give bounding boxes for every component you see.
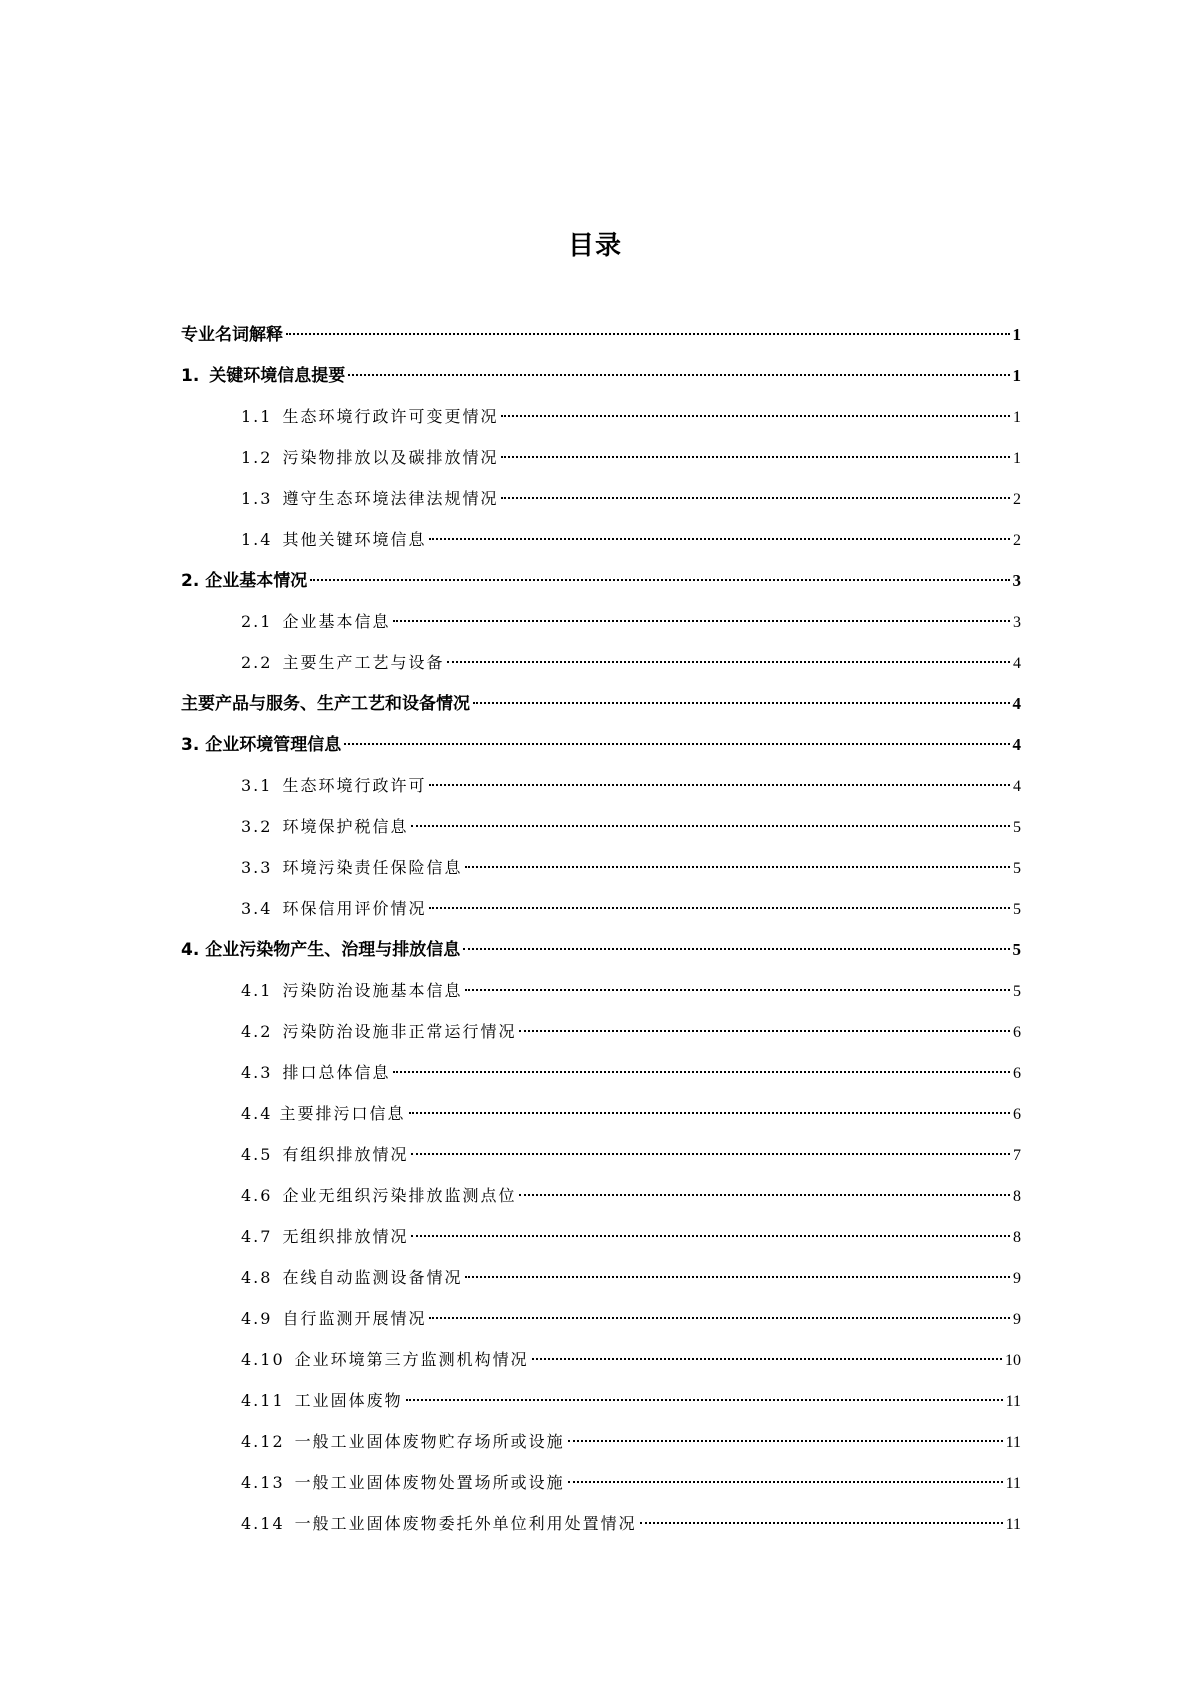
toc-entry[interactable] — [181, 888, 1021, 929]
toc-entry-label — [241, 1257, 462, 1298]
toc-entry-label — [241, 1380, 403, 1421]
toc-entry-page-number: 6 — [1013, 1106, 1021, 1123]
dot-leader — [473, 702, 1010, 704]
toc-entry-number: 4.11 — [241, 1391, 285, 1410]
toc-entry[interactable] — [181, 1134, 1021, 1175]
toc-entry-label — [241, 519, 426, 560]
toc-entry-page-number: 3 — [1012, 571, 1021, 590]
toc-entry[interactable] — [181, 396, 1021, 437]
toc-entry-text: 企业基本信息 — [282, 612, 391, 631]
toc-entry-page-number: 5 — [1013, 860, 1021, 877]
toc-entry-text: 自行监测开展情况 — [282, 1309, 427, 1328]
toc-entry-label — [241, 478, 498, 519]
toc-entry-text: 企业环境第三方监测机构情况 — [294, 1350, 529, 1369]
toc-entry-label — [241, 765, 426, 806]
toc-entry[interactable] — [181, 1011, 1021, 1052]
page-title: 目录 — [567, 231, 622, 261]
dot-leader — [409, 1112, 1010, 1114]
toc-entry-number: 4.9 — [241, 1309, 273, 1328]
toc-entry-label — [241, 847, 462, 888]
toc-entry[interactable] — [181, 1503, 1021, 1544]
dot-leader — [465, 866, 1010, 868]
dot-leader — [411, 1235, 1010, 1237]
toc-entry-text: 4. 企业污染物产生、治理与排放信息 — [181, 940, 461, 960]
toc-entry-page-number: 5 — [1012, 940, 1021, 959]
toc-entry-page-number: 4 — [1012, 735, 1021, 754]
toc-entry[interactable] — [181, 314, 1021, 355]
toc-entry-text: 排口总体信息 — [282, 1063, 391, 1082]
toc-entry-label — [241, 1503, 637, 1544]
dot-leader — [344, 743, 1009, 745]
dot-leader — [519, 1194, 1010, 1196]
toc-entry-page-number: 4 — [1013, 655, 1021, 672]
toc-entry-label — [241, 437, 498, 478]
toc-entry-text: 主要产品与服务、生产工艺和设备情况 — [181, 694, 470, 714]
toc-entry[interactable] — [181, 560, 1021, 601]
toc-entry-text: 有组织排放情况 — [282, 1145, 409, 1164]
toc-entry-number: 4.3 — [241, 1063, 273, 1082]
toc-entry-page-number: 3 — [1013, 614, 1021, 631]
toc-entry[interactable] — [181, 1421, 1021, 1462]
toc-entry-number: 4.2 — [241, 1022, 273, 1041]
toc-entry-label — [181, 561, 307, 602]
toc-entry[interactable] — [181, 601, 1021, 642]
toc-entry-page-number: 8 — [1013, 1229, 1021, 1246]
dot-leader — [429, 784, 1010, 786]
toc-entry[interactable] — [181, 437, 1021, 478]
toc-entry-number: 3.3 — [241, 858, 273, 877]
toc-entry[interactable] — [181, 1257, 1021, 1298]
toc-entry-label — [241, 642, 444, 683]
toc-entry-page-number: 5 — [1013, 901, 1021, 918]
toc-entry-label — [241, 396, 498, 437]
toc-entry-page-number: 7 — [1013, 1147, 1021, 1164]
toc-entry-number: 1. — [181, 366, 200, 386]
dot-leader — [393, 1071, 1010, 1073]
toc-entry-page-number: 2 — [1013, 532, 1021, 549]
toc-entry[interactable] — [181, 1175, 1021, 1216]
toc-entry-label — [241, 601, 390, 642]
toc-entry-number: 4.8 — [241, 1268, 273, 1287]
toc-entry-number: 3.1 — [241, 776, 273, 795]
toc-entry-text: 2. 企业基本情况 — [181, 571, 308, 591]
toc-entry[interactable] — [181, 1216, 1021, 1257]
toc-entry-label — [181, 725, 341, 766]
toc-entry-page-number: 11 — [1005, 1516, 1021, 1533]
toc-entry-text: 无组织排放情况 — [282, 1227, 409, 1246]
toc-entry-text: 其他关键环境信息 — [282, 530, 427, 549]
toc-entry[interactable] — [181, 1339, 1021, 1380]
toc-entry-label — [241, 1093, 406, 1134]
toc-entry[interactable] — [181, 683, 1021, 724]
toc-entry-number: 4.10 — [241, 1350, 285, 1369]
toc-entry-label — [181, 930, 460, 971]
toc-entry[interactable] — [181, 847, 1021, 888]
dot-leader — [411, 825, 1010, 827]
toc-entry-page-number: 5 — [1013, 983, 1021, 1000]
toc-entry-page-number: 9 — [1013, 1270, 1021, 1287]
dot-leader — [501, 415, 1010, 417]
toc-entry-text: 环保信用评价情况 — [282, 899, 427, 918]
toc-entry[interactable] — [181, 519, 1021, 560]
toc-entry-number: 4.13 — [241, 1473, 285, 1492]
toc-entry-page-number: 6 — [1013, 1024, 1021, 1041]
dot-leader — [429, 907, 1010, 909]
dot-leader — [501, 456, 1010, 458]
toc-entry-label — [241, 1134, 408, 1175]
toc-entry-page-number: 10 — [1005, 1352, 1021, 1369]
toc-entry-label — [241, 1216, 408, 1257]
toc-entry[interactable] — [181, 642, 1021, 683]
toc-entry-number: 1.2 — [241, 448, 273, 467]
toc-entry-text: 在线自动监测设备情况 — [282, 1268, 463, 1287]
dot-leader — [447, 661, 1010, 663]
toc-entry-text: 4.4 主要排污口信息 — [241, 1104, 406, 1123]
toc-entry[interactable] — [181, 929, 1021, 970]
toc-entry-number: 4.6 — [241, 1186, 273, 1205]
toc-entry-page-number: 1 — [1012, 325, 1021, 344]
dot-leader — [640, 1522, 1003, 1524]
toc-entry-page-number: 5 — [1013, 819, 1021, 836]
toc-entry[interactable] — [181, 1052, 1021, 1093]
toc-entry-text: 专业名词解释 — [181, 325, 283, 345]
toc-entry-label — [241, 1462, 565, 1503]
toc-entry[interactable] — [181, 765, 1021, 806]
toc-entry-text: 主要生产工艺与设备 — [282, 653, 445, 672]
dot-leader — [393, 620, 1010, 622]
toc-entry-label — [241, 1298, 426, 1339]
toc-entry[interactable] — [181, 1093, 1021, 1134]
dot-leader — [463, 948, 1009, 950]
toc-entry-number: 2.2 — [241, 653, 273, 672]
toc-entry-page-number: 8 — [1013, 1188, 1021, 1205]
toc-entry-number: 1.4 — [241, 530, 273, 549]
toc-entry-number: 1.1 — [241, 407, 273, 426]
toc-entry-label — [241, 1052, 390, 1093]
toc-entry-number: 4.1 — [241, 981, 273, 1000]
toc-entry-page-number: 2 — [1013, 491, 1021, 508]
dot-leader — [519, 1030, 1010, 1032]
toc-entry-number: 3.4 — [241, 899, 273, 918]
dot-leader — [411, 1153, 1010, 1155]
toc-entry[interactable] — [181, 355, 1021, 396]
toc-entry-number: 4.7 — [241, 1227, 273, 1246]
toc-entry-text: 生态环境行政许可变更情况 — [282, 407, 499, 426]
toc-entry-number: 2.1 — [241, 612, 273, 631]
toc-entry-text: 生态环境行政许可 — [282, 776, 427, 795]
toc-entry-text: 关键环境信息提要 — [209, 366, 346, 386]
dot-leader — [465, 1276, 1010, 1278]
toc-entry-page-number: 1 — [1012, 366, 1021, 385]
toc-entry-text: 3. 企业环境管理信息 — [181, 735, 342, 755]
toc-entry-number: 1.3 — [241, 489, 273, 508]
toc-entry-text: 污染防治设施基本信息 — [282, 981, 463, 1000]
toc-entry-text: 遵守生态环境法律法规情况 — [282, 489, 499, 508]
toc-entry-number: 4.14 — [241, 1514, 285, 1533]
toc-entry-text: 一般工业固体废物贮存场所或设施 — [294, 1432, 565, 1451]
toc-entry-page-number: 11 — [1005, 1475, 1021, 1492]
toc-entry-page-number: 9 — [1013, 1311, 1021, 1328]
dot-leader — [310, 579, 1009, 581]
toc-entry-label — [241, 1011, 516, 1052]
toc-entry-text: 一般工业固体废物处置场所或设施 — [294, 1473, 565, 1492]
toc-entry-label — [241, 1421, 565, 1462]
toc-entry[interactable] — [181, 478, 1021, 519]
dot-leader — [568, 1440, 1003, 1442]
toc-entry-page-number: 11 — [1005, 1393, 1021, 1410]
toc-entry-label — [241, 1175, 516, 1216]
toc-entry-page-number: 1 — [1013, 450, 1021, 467]
toc-entry-number: 4.12 — [241, 1432, 285, 1451]
toc-entry[interactable] — [181, 1380, 1021, 1421]
toc-entry-label — [181, 684, 470, 725]
toc-entry-label — [241, 806, 408, 847]
toc-entry-text: 一般工业固体废物委托外单位利用处置情况 — [294, 1514, 637, 1533]
dot-leader — [286, 333, 1010, 335]
toc-entry-page-number: 4 — [1012, 694, 1021, 713]
toc-entry-label — [181, 356, 345, 397]
toc-entry-page-number: 4 — [1013, 778, 1021, 795]
toc-entry-text: 污染物排放以及碳排放情况 — [282, 448, 499, 467]
dot-leader — [532, 1358, 1002, 1360]
toc-entry-number: 3.2 — [241, 817, 273, 836]
toc-entry-page-number: 11 — [1005, 1434, 1021, 1451]
toc-entry-text: 环境保护税信息 — [282, 817, 409, 836]
toc-entry-text: 工业固体废物 — [294, 1391, 403, 1410]
dot-leader — [501, 497, 1010, 499]
toc-entry[interactable] — [181, 724, 1021, 765]
dot-leader — [406, 1399, 1003, 1401]
dot-leader — [465, 989, 1010, 991]
toc-entry-label — [241, 970, 462, 1011]
toc-entry-text: 企业无组织污染排放监测点位 — [282, 1186, 517, 1205]
toc-entry[interactable] — [181, 1462, 1021, 1503]
toc-entry-number: 4.5 — [241, 1145, 273, 1164]
toc-entry[interactable] — [181, 806, 1021, 847]
dot-leader — [348, 374, 1009, 376]
table-of-contents — [181, 314, 1021, 1544]
toc-entry-label — [181, 315, 283, 356]
toc-entry-text: 环境污染责任保险信息 — [282, 858, 463, 877]
toc-entry-label — [241, 1339, 529, 1380]
dot-leader — [568, 1481, 1003, 1483]
dot-leader — [429, 1317, 1010, 1319]
toc-entry-text: 污染防治设施非正常运行情况 — [282, 1022, 517, 1041]
toc-entry[interactable] — [181, 1298, 1021, 1339]
toc-entry[interactable] — [181, 970, 1021, 1011]
toc-entry-label — [241, 888, 426, 929]
toc-entry-page-number: 6 — [1013, 1065, 1021, 1082]
dot-leader — [429, 538, 1010, 540]
toc-entry-page-number: 1 — [1013, 409, 1021, 426]
